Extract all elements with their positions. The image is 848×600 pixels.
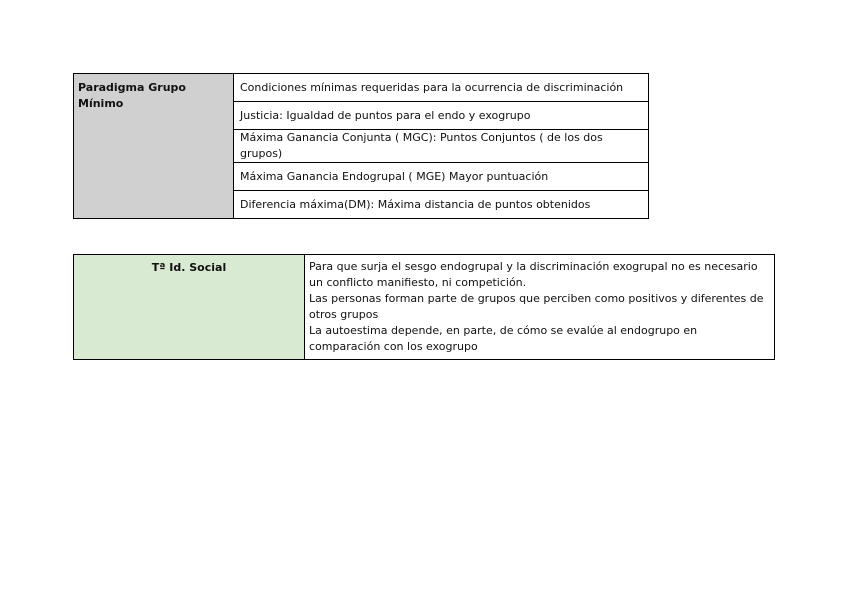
paradigm-row-justice: Justicia: Igualdad de puntos para el endo y exogrupo [234, 102, 649, 130]
paradigm-header-cell: Paradigma Grupo Mínimo [74, 74, 234, 219]
social-identity-text-cell [305, 255, 775, 360]
table-row [74, 255, 775, 360]
social-identity-line-2: Las personas forman parte de grupos que perciben como positivos y diferentes de otros grupos [309, 292, 764, 321]
social-identity-line-3: La autoestima depende, en parte, de cómo se evalúe al endogrupo en comparación con los exogrupo [309, 324, 698, 353]
social-identity-line-1: Para que surja el sesgo endogrupal y la discriminación exogrupal no es necesario un conflicto manifiesto, ni competición. [309, 260, 758, 289]
paradigm-row-dm: Diferencia máxima(DM): Máxima distancia de puntos obtenidos [234, 191, 649, 219]
social-identity-table [73, 254, 775, 360]
social-identity-header-cell: Tª Id. Social [74, 255, 305, 360]
paradigm-table [73, 73, 649, 219]
paradigm-row-conditions: Condiciones mínimas requeridas para la ocurrencia de discriminación [234, 74, 649, 102]
paradigm-row-mge: Máxima Ganancia Endogrupal ( MGE) Mayor puntuación [234, 163, 649, 191]
paradigm-row-mgc: Máxima Ganancia Conjunta ( MGC): Puntos Conjuntos ( de los dos grupos) [234, 130, 649, 163]
table-row [74, 74, 649, 102]
